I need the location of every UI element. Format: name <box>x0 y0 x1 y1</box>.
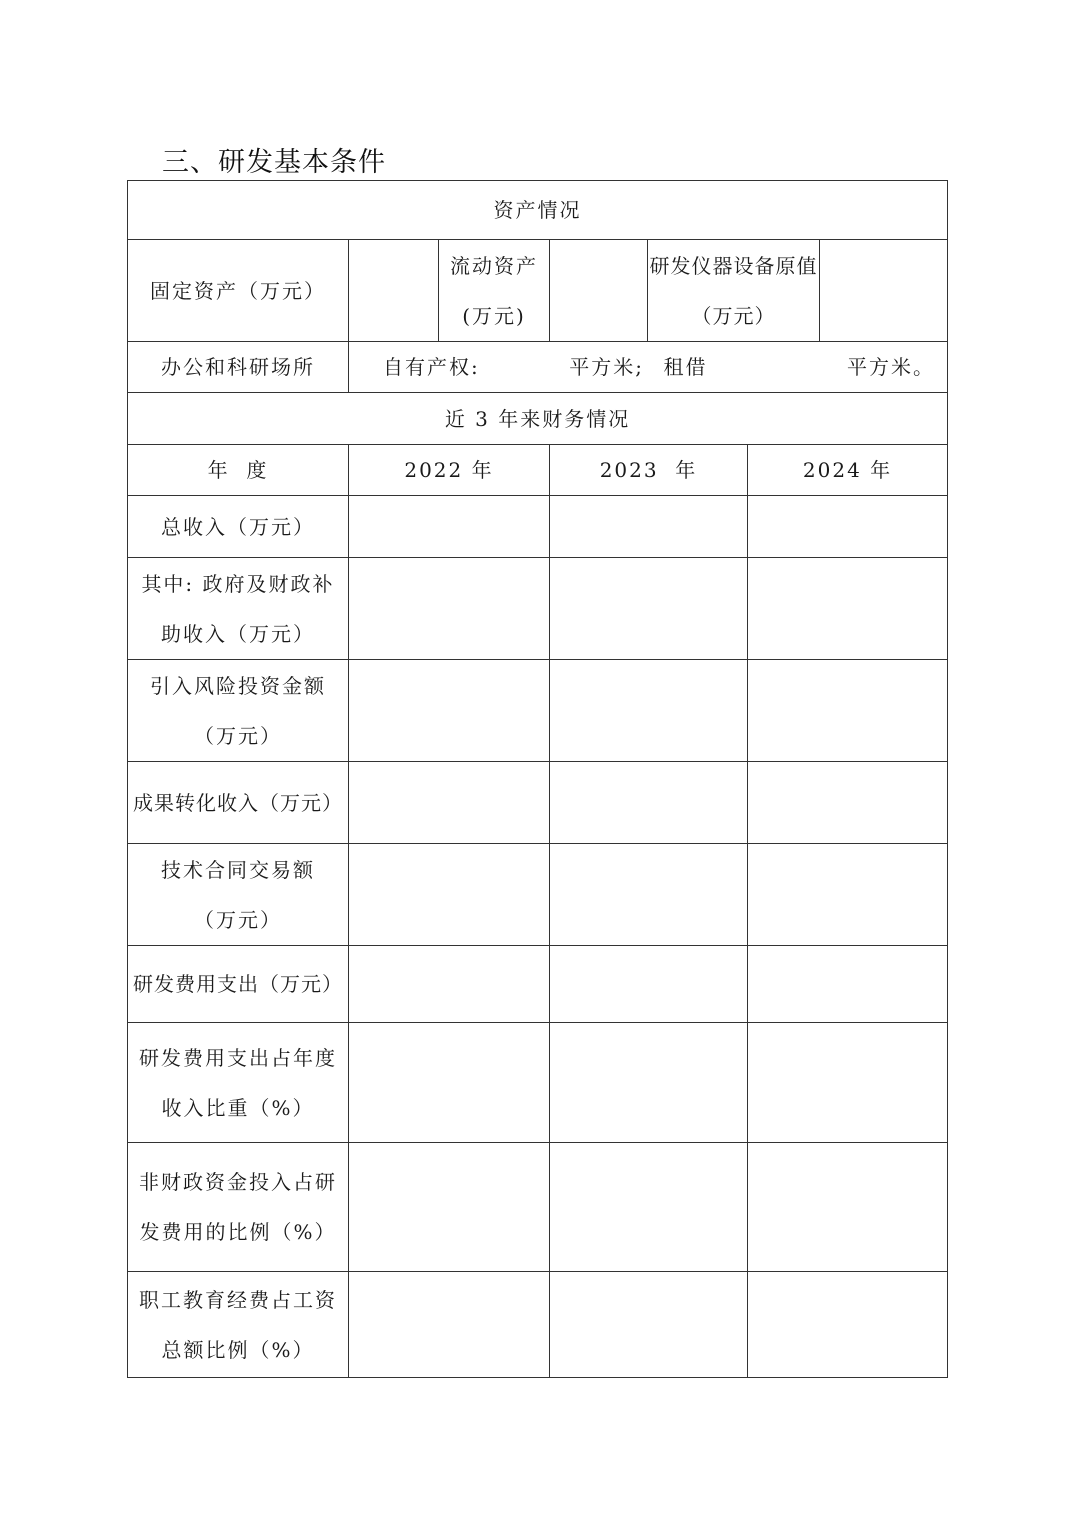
row-label-rd-expense-ratio <box>128 1023 349 1143</box>
staff-education-ratio-2024[interactable] <box>748 1272 948 1378</box>
row-label-line2: （万元） <box>194 907 282 932</box>
row-label-line1: 职工教育经费占工资 <box>139 1287 337 1312</box>
rented-area-label: 租借 <box>663 355 708 379</box>
row-label-line1: 引入风险投资金额 <box>150 673 326 698</box>
current-assets-label-line2: (万元) <box>462 303 526 328</box>
assets-header: 资产情况 <box>128 181 948 240</box>
row-label-government-subsidy <box>128 558 349 660</box>
row-label-line2: 收入比重（%） <box>161 1095 315 1120</box>
government-subsidy-2023[interactable] <box>550 558 748 660</box>
achievement-income-2022[interactable] <box>349 762 550 844</box>
staff-education-ratio-2023[interactable] <box>550 1272 748 1378</box>
row-label-achievement-income <box>128 762 349 844</box>
year-2024: 2024 年 <box>748 445 948 496</box>
year-2022: 2022 年 <box>349 445 550 496</box>
rd-expense-ratio-2022[interactable] <box>349 1023 550 1143</box>
total-income-2023[interactable] <box>550 496 748 558</box>
premises-value[interactable] <box>349 342 948 393</box>
row-label-line1: 总收入（万元） <box>161 514 315 539</box>
tech-contract-2024[interactable] <box>748 844 948 946</box>
row-label-rd-expense <box>128 946 349 1023</box>
rd-expense-2023[interactable] <box>550 946 748 1023</box>
row-label-staff-education-ratio <box>128 1272 349 1378</box>
rd-expense-ratio-2023[interactable] <box>550 1023 748 1143</box>
government-subsidy-2022[interactable] <box>349 558 550 660</box>
row-label-line1: 研发费用支出占年度 <box>139 1045 337 1070</box>
non-fiscal-ratio-2023[interactable] <box>550 1143 748 1272</box>
achievement-income-2023[interactable] <box>550 762 748 844</box>
venture-capital-2023[interactable] <box>550 660 748 762</box>
owned-area-label: 自有产权: <box>383 355 480 379</box>
row-label-line1: 研发费用支出（万元） <box>133 972 343 996</box>
current-assets-label <box>439 240 550 342</box>
staff-education-ratio-2022[interactable] <box>349 1272 550 1378</box>
row-label-venture-capital <box>128 660 349 762</box>
rented-area-unit: 平方米。 <box>847 355 936 379</box>
tech-contract-2023[interactable] <box>550 844 748 946</box>
row-label-line1: 非财政资金投入占研 <box>139 1170 337 1194</box>
row-label-line1: 成果转化收入（万元） <box>133 790 343 815</box>
total-income-2024[interactable] <box>748 496 948 558</box>
year-label: 年 度 <box>128 445 349 496</box>
fixed-assets-value[interactable] <box>349 240 439 342</box>
rd-equipment-label-line1: 研发仪器设备原值 <box>649 253 818 278</box>
row-label-line1: 技术合同交易额 <box>161 857 315 882</box>
non-fiscal-ratio-2024[interactable] <box>748 1143 948 1272</box>
government-subsidy-2024[interactable] <box>748 558 948 660</box>
year-2023: 2023 年 <box>550 445 748 496</box>
row-label-line2: （万元） <box>194 723 282 748</box>
rd-equipment-label-line2: （万元） <box>691 303 776 328</box>
row-label-line2: 助收入（万元） <box>161 621 315 646</box>
current-assets-label-line1: 流动资产 <box>450 253 538 278</box>
total-income-2022[interactable] <box>349 496 550 558</box>
venture-capital-2024[interactable] <box>748 660 948 762</box>
row-label-line1: 其中: 政府及财政补 <box>141 571 335 596</box>
tech-contract-2022[interactable] <box>349 844 550 946</box>
rd-expense-2024[interactable] <box>748 946 948 1023</box>
venture-capital-2022[interactable] <box>349 660 550 762</box>
rd-equipment-label <box>648 240 820 342</box>
rd-conditions-table <box>127 180 948 1378</box>
row-label-line2: 发费用的比例（%） <box>139 1220 337 1244</box>
row-label-total-income <box>128 496 349 558</box>
fixed-assets-label: 固定资产（万元） <box>128 240 349 342</box>
premises-label: 办公和科研场所 <box>128 342 349 393</box>
current-assets-value[interactable] <box>550 240 648 342</box>
row-label-non-fiscal-ratio <box>128 1143 349 1272</box>
section-title: 三、研发基本条件 <box>162 147 386 178</box>
rd-expense-2022[interactable] <box>349 946 550 1023</box>
row-label-line2: 总额比例（%） <box>161 1337 315 1362</box>
rd-expense-ratio-2024[interactable] <box>748 1023 948 1143</box>
row-label-tech-contract <box>128 844 349 946</box>
rd-equipment-value[interactable] <box>820 240 948 342</box>
owned-area-unit: 平方米; <box>569 355 645 379</box>
achievement-income-2024[interactable] <box>748 762 948 844</box>
non-fiscal-ratio-2022[interactable] <box>349 1143 550 1272</box>
finance-header: 近 3 年来财务情况 <box>128 393 948 445</box>
